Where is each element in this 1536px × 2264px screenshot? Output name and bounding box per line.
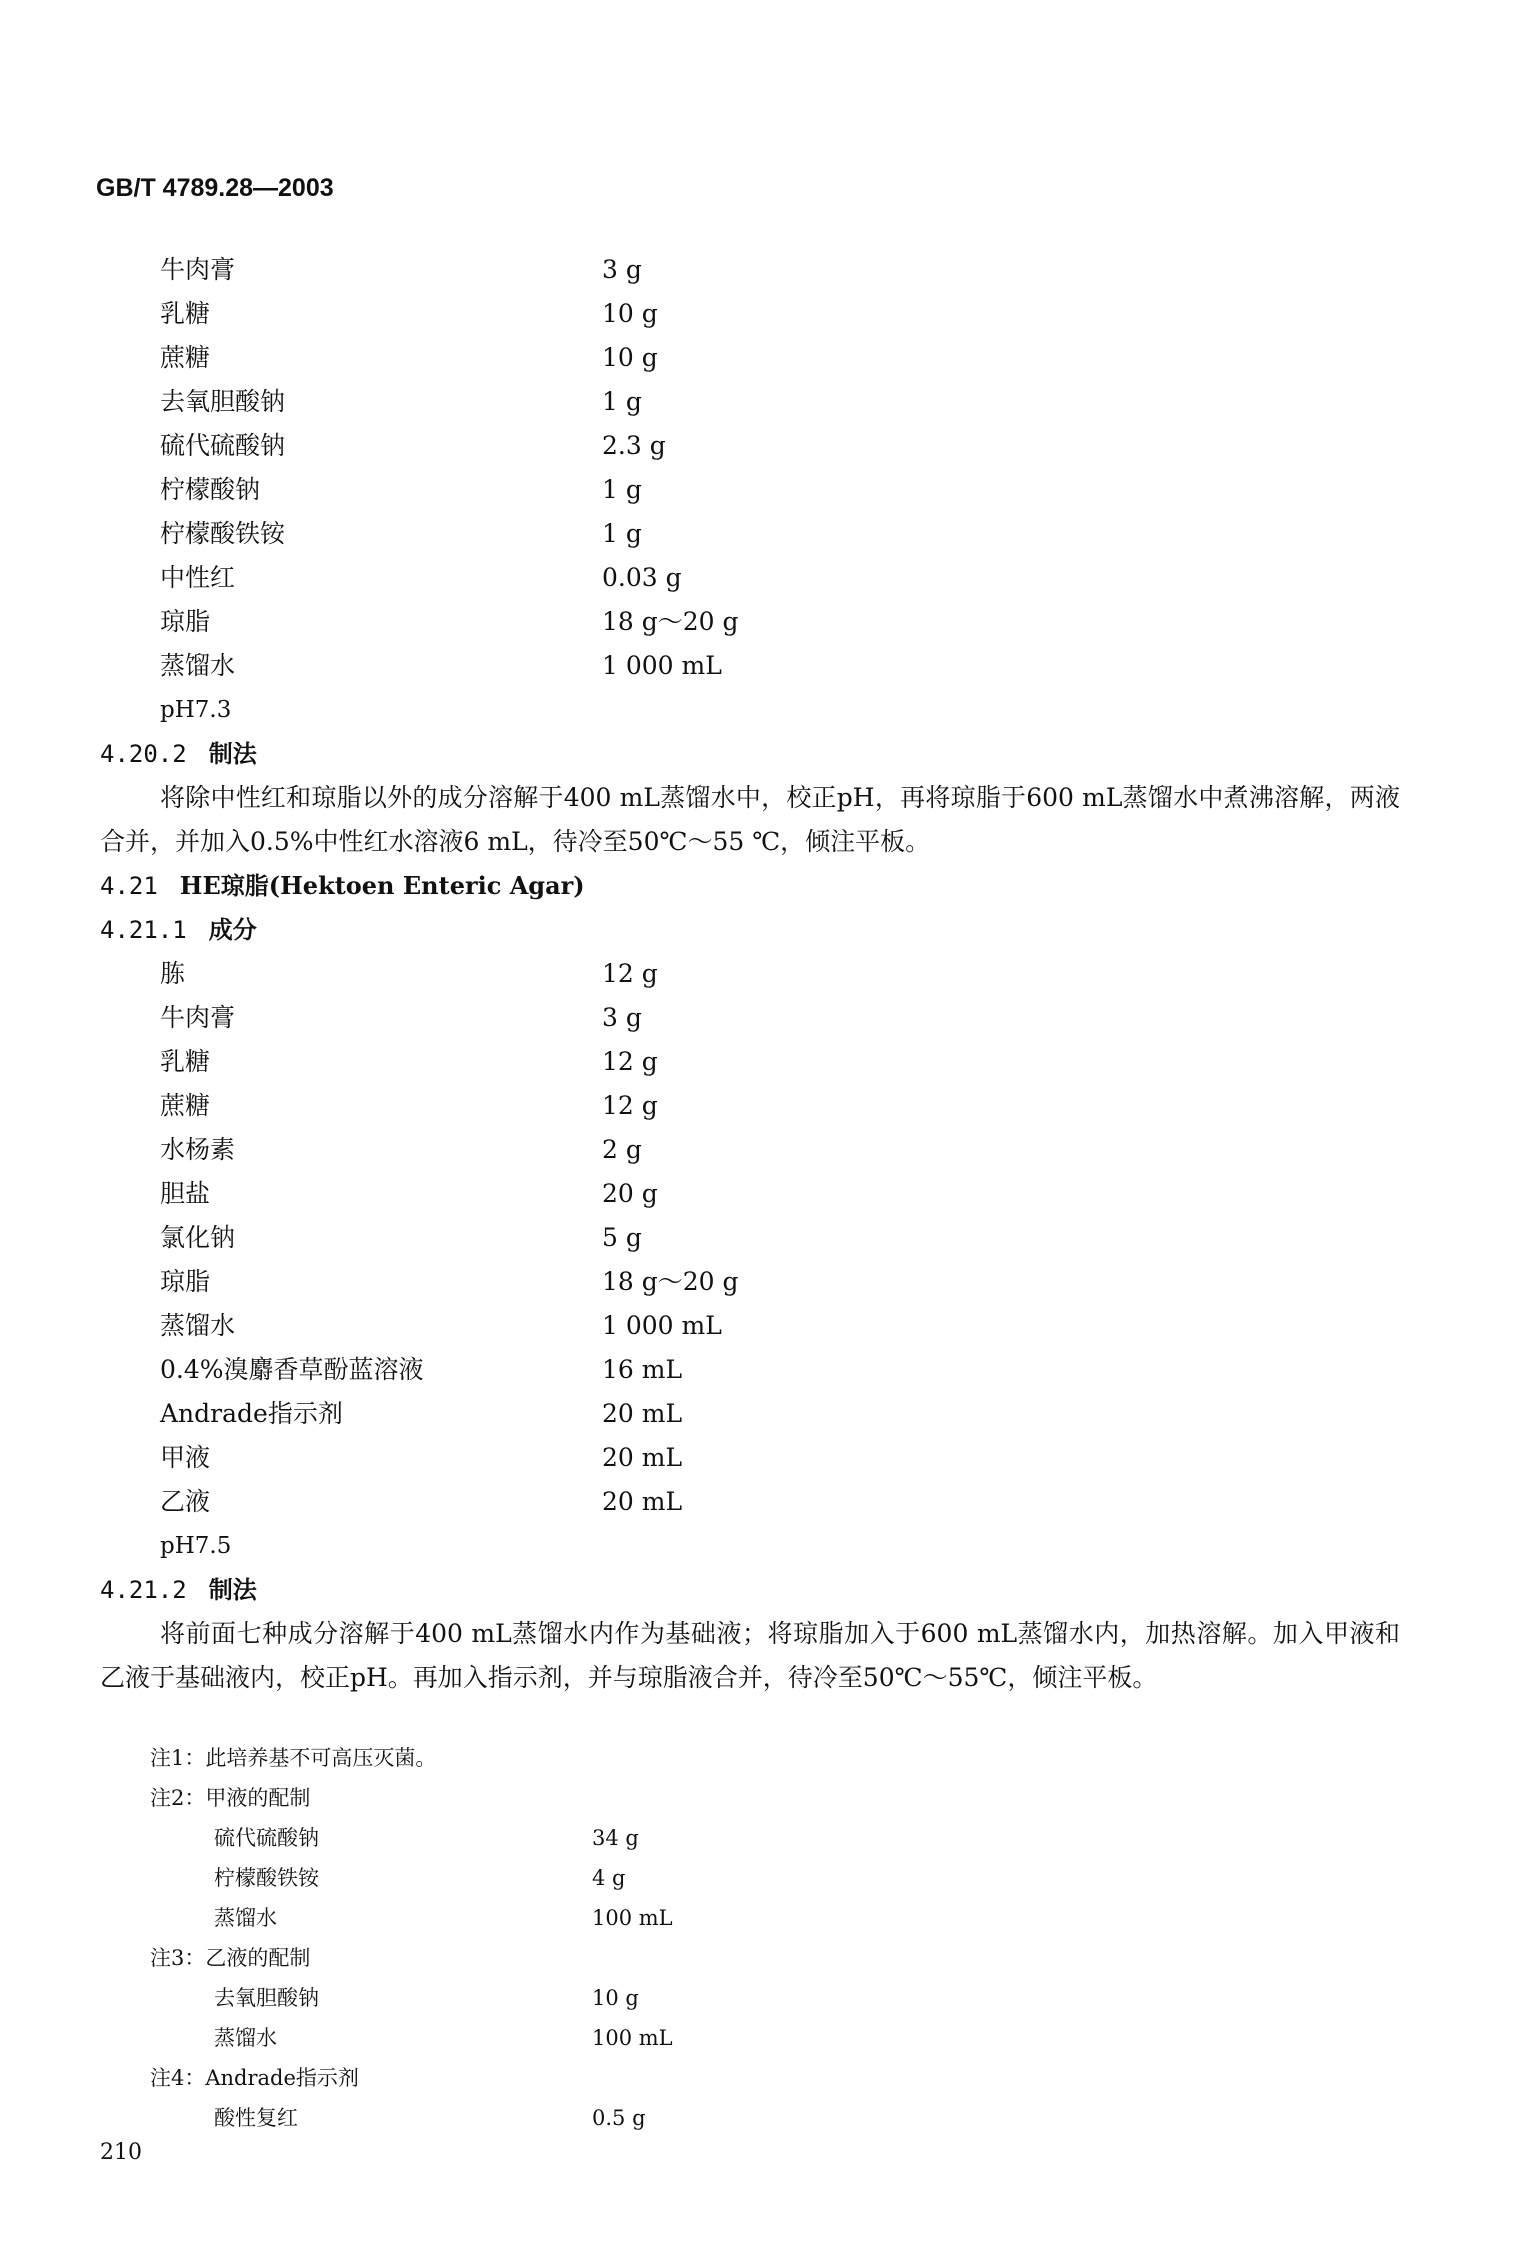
ingredient-amount: 1 g: [602, 475, 642, 504]
ingredient-amount: 10 g: [602, 343, 658, 372]
ingredient-name: 去氧胆酸钠: [160, 387, 286, 416]
ingredient-name: 牛肉膏: [160, 255, 236, 284]
note-3: 注3：乙液的配制: [150, 1946, 311, 1970]
ingredient-name: Andrade指示剂: [160, 1399, 343, 1428]
ingredient-amount: 100 mL: [592, 1906, 673, 1930]
ingredient-name: 柠檬酸钠: [160, 475, 261, 504]
ingredient-name: 酸性复红: [214, 2106, 298, 2130]
section-title: 制法: [208, 1575, 257, 1604]
ingredient-amount: 1 g: [602, 519, 642, 548]
ingredient-name: 0.4%溴麝香草酚蓝溶液: [160, 1355, 424, 1384]
ingredient-name: 琼脂: [160, 1267, 211, 1296]
ingredient-amount: 0.5 g: [592, 2106, 646, 2130]
ingredient-name: 氯化钠: [160, 1223, 236, 1252]
ingredient-amount: 20 mL: [602, 1487, 683, 1516]
ingredient-amount: 18 g～20 g: [602, 1267, 739, 1296]
ingredient-amount: 1 000 mL: [602, 651, 722, 680]
ingredient-amount: 2 g: [602, 1135, 642, 1164]
note-2: 注2：甲液的配制: [150, 1786, 311, 1810]
ingredient-amount: 20 g: [602, 1179, 658, 1208]
ingredient-name: 甲液: [160, 1443, 211, 1472]
ingredient-amount: 2.3 g: [602, 431, 666, 460]
ingredient-amount: 1 000 mL: [602, 1311, 722, 1340]
section-number: 4.20.2: [100, 740, 187, 768]
ingredient-amount: 12 g: [602, 959, 658, 988]
preparation-paragraph: 将除中性红和琼脂以外的成分溶解于400 mL蒸馏水中，校正pH，再将琼脂于600 mL蒸馏水中煮沸溶解，两液合并，并加入0.5%中性红水溶液6 mL，待冷至50℃～55 ℃，倾注平板。: [100, 783, 1400, 856]
section-heading: [100, 732, 257, 776]
ingredient-name: 蒸馏水: [214, 2026, 277, 2050]
preparation-paragraph: 将前面七种成分溶解于400 mL蒸馏水内作为基础液；将琼脂加入于600 mL蒸馏水内，加热溶解。加入甲液和乙液于基础液内，校正pH。再加入指示剂，并与琼脂液合并，待冷至50℃～55℃，倾注平板。: [100, 1619, 1400, 1692]
ingredient-amount: 12 g: [602, 1091, 658, 1120]
ingredient-amount: 3 g: [602, 1003, 642, 1032]
ingredient-name: 乳糖: [160, 1047, 211, 1076]
ingredient-name: 蔗糖: [160, 1091, 211, 1120]
ingredient-name: 硫代硫酸钠: [214, 1826, 319, 1850]
ingredient-amount: 100 mL: [592, 2026, 673, 2050]
ingredient-amount: 5 g: [602, 1223, 642, 1252]
section-title: 成分: [208, 915, 257, 944]
ingredient-amount: 20 mL: [602, 1443, 683, 1472]
ingredient-name: 蔗糖: [160, 343, 211, 372]
section-title: 制法: [208, 739, 257, 768]
note-1: 注1：此培养基不可高压灭菌。: [150, 1746, 437, 1770]
section-number: 4.21.1: [100, 916, 187, 944]
ingredient-name: 琼脂: [160, 607, 211, 636]
section-heading: [100, 1568, 257, 1612]
ingredient-name: 蒸馏水: [160, 651, 236, 680]
ingredient-amount: 34 g: [592, 1826, 639, 1850]
ingredient-name: 中性红: [160, 563, 236, 592]
ingredient-name: 水杨素: [160, 1135, 236, 1164]
ingredient-amount: 0.03 g: [602, 563, 682, 592]
ingredient-name: 乙液: [160, 1487, 211, 1516]
ph-value: pH7.5: [160, 1533, 232, 1559]
ph-value: pH7.3: [160, 697, 232, 723]
ingredient-amount: 12 g: [602, 1047, 658, 1076]
section-number: 4.21.2: [100, 1576, 187, 1604]
page-number: 210: [100, 2140, 142, 2165]
section-heading: [100, 908, 257, 952]
note-4: 注4：Andrade指示剂: [150, 2066, 359, 2090]
ingredient-name: 柠檬酸铁铵: [214, 1866, 319, 1890]
ingredient-amount: 20 mL: [602, 1399, 683, 1428]
ingredient-name: 乳糖: [160, 299, 211, 328]
standard-code: GB/T 4789.28—2003: [96, 174, 334, 202]
ingredient-amount: 1 g: [602, 387, 642, 416]
ingredient-name: 去氧胆酸钠: [214, 1986, 319, 2010]
ingredient-amount: 18 g～20 g: [602, 607, 739, 636]
ingredient-name: 牛肉膏: [160, 1003, 236, 1032]
ingredient-amount: 10 g: [592, 1986, 639, 2010]
section-title: HE琼脂(Hektoen Enteric Agar): [179, 871, 585, 900]
section-heading: [100, 864, 585, 908]
section-number: 4.21: [100, 872, 158, 900]
ingredient-name: 硫代硫酸钠: [160, 431, 286, 460]
ingredient-amount: 4 g: [592, 1866, 626, 1890]
ingredient-name: 胆盐: [160, 1179, 211, 1208]
ingredient-name: 蒸馏水: [214, 1906, 277, 1930]
ingredient-amount: 3 g: [602, 255, 642, 284]
ingredient-name: 柠檬酸铁铵: [160, 519, 286, 548]
ingredient-amount: 10 g: [602, 299, 658, 328]
ingredient-name: 胨: [160, 959, 186, 988]
ingredient-name: 蒸馏水: [160, 1311, 236, 1340]
ingredient-amount: 16 mL: [602, 1355, 683, 1384]
